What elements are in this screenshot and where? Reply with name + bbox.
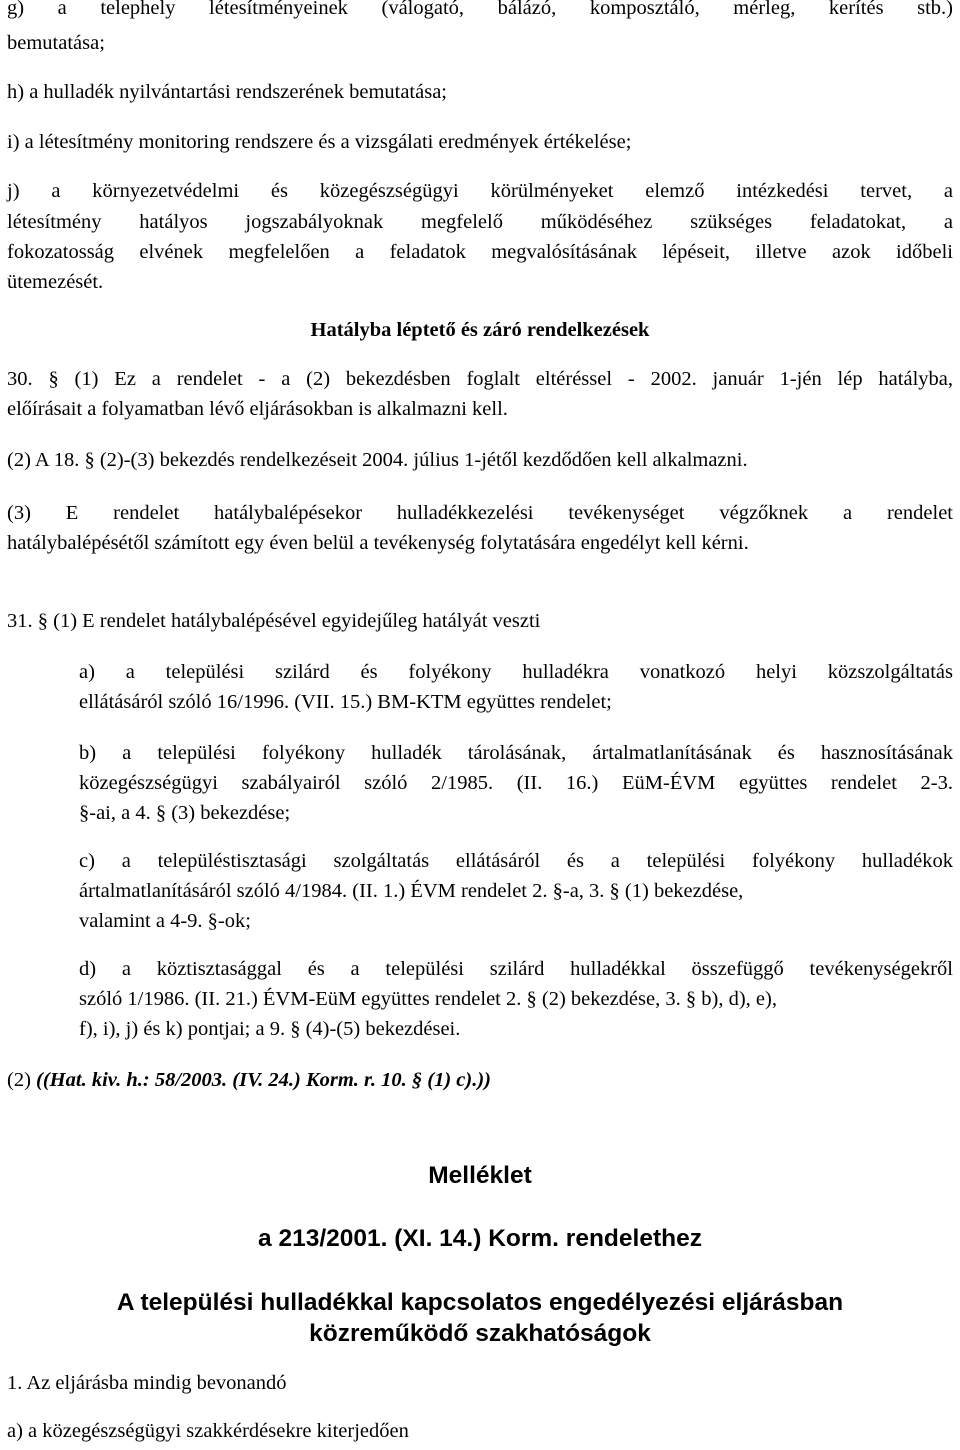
item-31-c-line-2: ártalmatlanításáról szóló 4/1984. (II. 1.) ÉVM rendelet 2. §-a, 3. § (1) bekezdése,	[79, 880, 744, 902]
item-g-line-1: g) a telephely létesítményeinek (válogató, bálázó, komposztáló, mérleg, kerítés stb.)	[7, 0, 953, 19]
item-i: i) a létesítmény monitoring rendszere és a vizsgálati eredmények értékelése;	[7, 131, 632, 153]
item-g-line-2: bemutatása;	[7, 32, 105, 54]
item-31-b-line-1: b) a települési folyékony hulladék tárolásának, ártalmatlanításának és hasznosításának	[79, 742, 953, 764]
annex-heading-line-1: A települési hulladékkal kapcsolatos engedélyezési eljárásban	[116, 1289, 844, 1316]
para-30-1-line-1: 30. § (1) Ez a rendelet - a (2) bekezdésben foglalt eltéréssel - 2002. január 1-jén lép hatályba,	[7, 368, 953, 390]
item-j-line-2: létesítmény hatályos jogszabályoknak megfelelő működéséhez szükséges feladatokat, a	[7, 211, 953, 233]
item-31-d-line-1: d) a köztisztasággal és a települési szilárd hulladékkal összefüggő tevékenységekről	[79, 958, 953, 980]
item-31-d-line-3: f), i), j) és k) pontjai; a 9. § (4)-(5) bekezdései.	[79, 1018, 461, 1040]
annex-item-1: 1. Az eljárásba mindig bevonandó	[7, 1372, 287, 1394]
annex-subtitle: a 213/2001. (XI. 14.) Korm. rendelethez	[258, 1225, 702, 1252]
para-31-2-number: (2)	[7, 1069, 37, 1091]
annex-heading-line-2: közreműködő szakhatóságok	[309, 1320, 651, 1347]
item-31-c-line-3: valamint a 4-9. §-ok;	[79, 910, 251, 932]
item-h: h) a hulladék nyilvántartási rendszerének bemutatása;	[7, 81, 447, 103]
item-31-c-line-1: c) a településtisztasági szolgáltatás ellátásáról és a települési folyékony hulladékok	[79, 850, 953, 872]
para-30-3-line-1: (3) E rendelet hatálybalépésekor hulladékkezelési tevékenységet végzőknek a rendelet	[7, 502, 953, 524]
item-j-line-4: ütemezését.	[7, 271, 104, 293]
item-31-b-line-3: §-ai, a 4. § (3) bekezdése;	[79, 802, 291, 824]
para-30-3-line-2: hatálybalépésétől számított egy éven belül a tevékenység folytatására engedélyt kell kérni.	[7, 532, 749, 554]
para-30-2: (2) A 18. § (2)-(3) bekezdés rendelkezéseit 2004. július 1-jétől kezdődően kell alkalmazni.	[7, 449, 748, 471]
annex-item-1-a: a) a közegészségügyi szakkérdésekre kiterjedően	[7, 1420, 409, 1442]
item-j-line-3: fokozatosság elvének megfelelően a feladatok megvalósításának lépéseit, illetve azok időbeli	[7, 241, 953, 263]
item-31-a-line-1: a) a települési szilárd és folyékony hulladékra vonatkozó helyi közszolgáltatás	[79, 661, 953, 683]
para-30-1-line-2: előírásait a folyamatban lévő eljárásokban is alkalmazni kell.	[7, 398, 508, 420]
para-31-1: 31. § (1) E rendelet hatálybalépésével egyidejűleg hatályát veszti	[7, 610, 541, 632]
para-31-2-repeal-note: ((Hat. kiv. h.: 58/2003. (IV. 24.) Korm. r. 10. § (1) c).))	[36, 1069, 491, 1091]
item-31-b-line-2: közegészségügyi szabályairól szóló 2/1985. (II. 16.) EüM-ÉVM együttes rendelet 2-3.	[79, 772, 953, 794]
item-j-line-1: j) a környezetvédelmi és közegészségügyi körülményeket elemző intézkedési tervet, a	[7, 180, 953, 202]
item-31-d-line-2: szóló 1/1986. (II. 21.) ÉVM-EüM együttes rendelet 2. § (2) bekezdése, 3. § b), d), e),	[79, 988, 777, 1010]
annex-title: Melléklet	[428, 1162, 532, 1189]
section-heading: Hatályba léptető és záró rendelkezések	[310, 319, 650, 341]
item-31-a-line-2: ellátásáról szóló 16/1996. (VII. 15.) BM-KTM együttes rendelet;	[79, 691, 612, 713]
para-31-2	[7, 1067, 491, 1093]
